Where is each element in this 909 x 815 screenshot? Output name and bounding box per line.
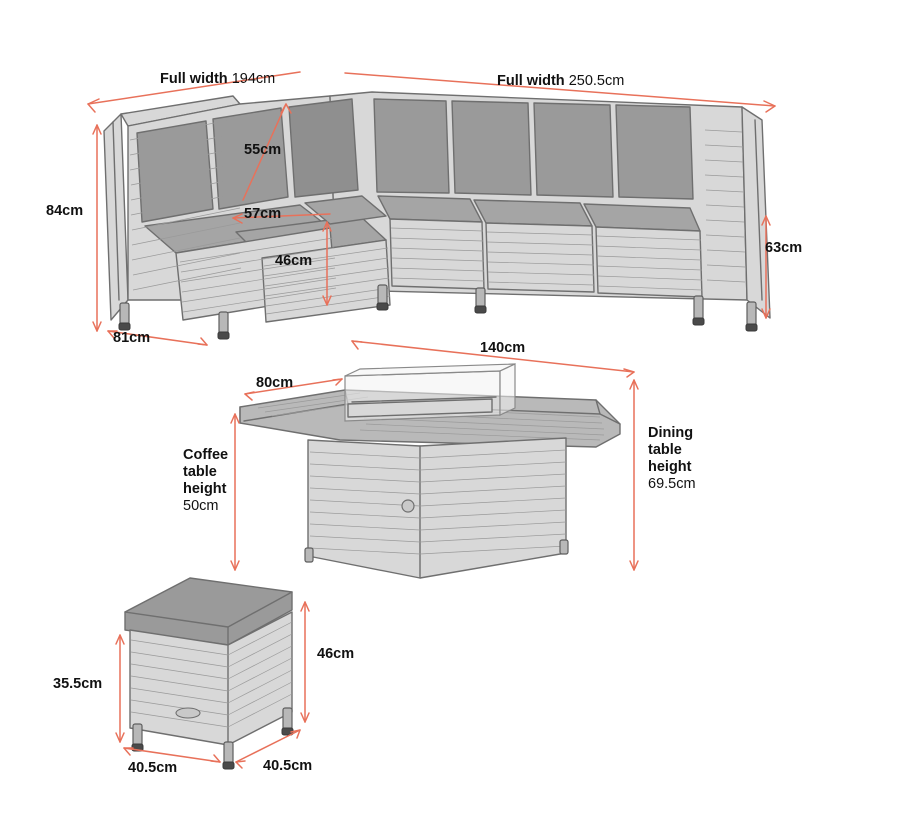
label-seat-depth-57: 57cm [244, 206, 282, 222]
label-stool-width-right: 40.5cm [263, 758, 313, 774]
label-table-width-140: 140cm [480, 340, 526, 356]
coffee-height-line-2: table [183, 464, 217, 481]
label-full-width-left: Full width 194cm [160, 71, 276, 87]
dining-height-line-3: height [648, 459, 692, 476]
label-full-width-right: Full width 250.5cm [497, 73, 625, 89]
label-sofa-height-84: 84cm [46, 203, 84, 219]
label-seat-depth-55: 55cm [244, 142, 282, 158]
dining-height-line-1: Dining [648, 425, 694, 441]
fire-pit-table-art [240, 364, 620, 578]
coffee-height-value: 50cm [183, 498, 219, 515]
label-stool-width-left: 40.5cm [128, 760, 178, 776]
label-stool-height-35-5: 35.5cm [53, 676, 103, 692]
label-stool-height-46: 46cm [317, 646, 355, 662]
coffee-height-line-1: Coffee [183, 447, 229, 463]
stool-art [125, 578, 293, 769]
label-coffee-table-height [183, 447, 228, 515]
label-back-height-63: 63cm [765, 240, 803, 256]
label-sofa-depth-81: 81cm [113, 330, 151, 346]
coffee-height-line-3: height [183, 481, 227, 498]
dining-height-line-2: table [648, 442, 682, 459]
label-table-depth-80: 80cm [256, 375, 294, 391]
label-seat-height-46: 46cm [275, 253, 313, 269]
label-dining-table-height [648, 425, 696, 493]
dining-height-value: 69.5cm [648, 476, 696, 493]
corner-sofa-art [104, 92, 770, 339]
